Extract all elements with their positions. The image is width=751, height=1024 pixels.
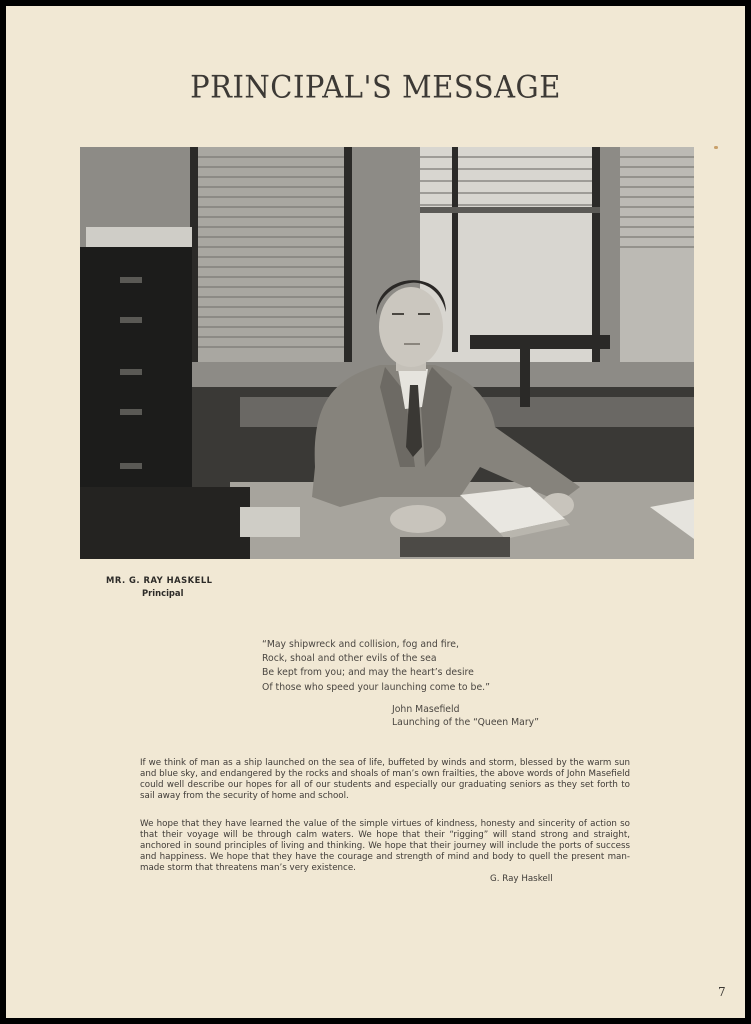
yearbook-page [6,6,745,1018]
caption-name: MR. G. RAY HASKELL [106,575,213,585]
paper-speck [714,146,718,149]
principal-photo [80,147,694,559]
poem-quote [262,638,490,695]
poem-source: Launching of the “Queen Mary” [392,717,539,728]
message-paragraph-1: If we think of man as a ship launched on the sea of life, buffeted by winds and storm, blessed by the warm sun and blue sky, and endangered by the rocks and shoals of man’s own frailties, the above words of John Masefield could well describe our hopes for all of our students and especially our graduating seniors as they set forth to sail away from the security of home and school. [140,758,630,802]
poem-attribution [392,703,539,729]
poem-line: Rock, shoal and other evils of the sea [262,653,437,665]
poem-author: John Masefield [392,704,460,715]
caption-role: Principal [142,588,184,598]
message-paragraph-2: We hope that they have learned the value of the simple virtues of kindness, honesty and sincerity of action so that their voyage will be through calm waters. We hope that their “rigging” will stand strong and straight, anchored in sound principles of living and thinking. We hope that their journey will include the ports of success and happiness. We hope that they have the courage and strength of mind and body to quell the present man-made storm that threatens man’s very existence. [140,819,630,874]
page-title: PRINCIPAL'S MESSAGE [190,69,561,105]
poem-line: Of those who speed your launching come to be.” [262,681,490,693]
photo-caption [106,575,213,598]
poem-line: Be kept from you; and may the heart’s desire [262,667,474,679]
photo-illustration [80,147,694,559]
signature: G. Ray Haskell [490,874,553,884]
page-number: 7 [718,985,726,999]
poem-line: “May shipwreck and collision, fog and fire, [262,639,459,650]
